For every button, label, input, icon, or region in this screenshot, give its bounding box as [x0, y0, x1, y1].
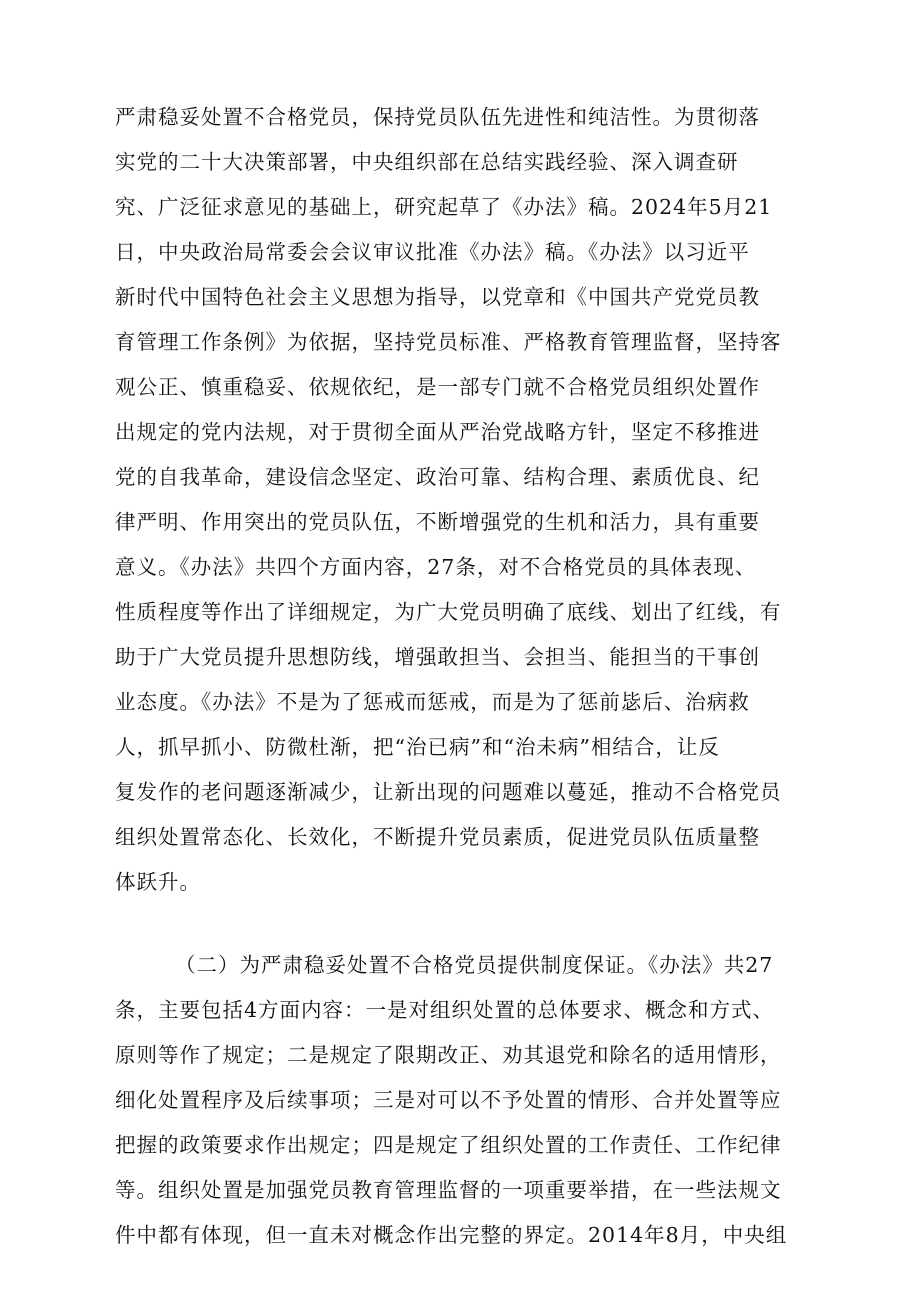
- text-line: 日，中央政治局常委会会议审议批准《办法》稿。《办法》以习近平: [115, 240, 750, 264]
- text-line: 出规定的党内法规，对于贯彻全面从严治党战略方针，坚定不移推进: [115, 420, 760, 444]
- text-line: 业态度。《办法》不是为了惩戒而惩戒，而是为了惩前毖后、治病救: [115, 690, 750, 714]
- text-line: 育管理工作条例》为依据，坚持党员标准、严格教育管理监督，坚持客: [115, 330, 782, 354]
- text-line: 件中都有体现，但一直未对概念作出完整的界定。2014年8月，中央组: [115, 1223, 788, 1247]
- text-line: 人，抓早抓小、防微杜渐，把“治已病”和“治未病”相结合，让反: [115, 735, 720, 759]
- text-line: 意义。《办法》共四个方面内容，27条，对不合格党员的具体表现、: [115, 555, 757, 579]
- text-line: 复发作的老问题逐渐减少，让新出现的问题难以蔓延，推动不合格党员: [115, 780, 782, 804]
- text-line: 实党的二十大决策部署，中央组织部在总结实践经验、深入调查研: [115, 150, 739, 174]
- paragraph-2: [115, 943, 820, 1258]
- text-line: 助于广大党员提升思想防线，增强敢担当、会担当、能担当的干事创: [115, 645, 760, 669]
- text-line: 组织处置常态化、长效化，不断提升党员素质，促进党员队伍质量整: [115, 825, 760, 849]
- text-line: 党的自我革命，建设信念坚定、政治可靠、结构合理、素质优良、纪: [115, 465, 760, 489]
- text-line: 新时代中国特色社会主义思想为指导，以党章和《中国共产党党员教: [115, 285, 760, 309]
- text-line: 条，主要包括4方面内容：一是对组织处置的总体要求、概念和方式、: [115, 998, 775, 1022]
- text-line: 观公正、慎重稳妥、依规依纪，是一部专门就不合格党员组织处置作: [115, 375, 760, 399]
- document-page: [115, 95, 820, 1258]
- text-line: 把握的政策要求作出规定；四是规定了组织处置的工作责任、工作纪律: [115, 1133, 782, 1157]
- text-line: 性质程度等作出了详细规定，为广大党员明确了底线、划出了红线，有: [115, 600, 782, 624]
- paragraph-spacing: [115, 905, 820, 943]
- text-line: 究、广泛征求意见的基础上，研究起草了《办法》稿。2024年5月21: [115, 195, 773, 219]
- text-line: 体跃升。: [115, 870, 201, 894]
- paragraph-1: [115, 95, 820, 905]
- text-line: （二）为严肃稳妥处置不合格党员提供制度保证。《办法》共27: [175, 953, 774, 977]
- text-line: 律严明、作用突出的党员队伍，不断增强党的生机和活力，具有重要: [115, 510, 760, 534]
- text-line: 细化处置程序及后续事项；三是对可以不予处置的情形、合并处置等应: [115, 1088, 782, 1112]
- text-line: 原则等作了规定；二是规定了限期改正、劝其退党和除名的适用情形，: [115, 1043, 782, 1067]
- text-line: 严肃稳妥处置不合格党员，保持党员队伍先进性和纯洁性。为贯彻落: [115, 105, 760, 129]
- text-line: 等。组织处置是加强党员教育管理监督的一项重要举措，在一些法规文: [115, 1178, 782, 1202]
